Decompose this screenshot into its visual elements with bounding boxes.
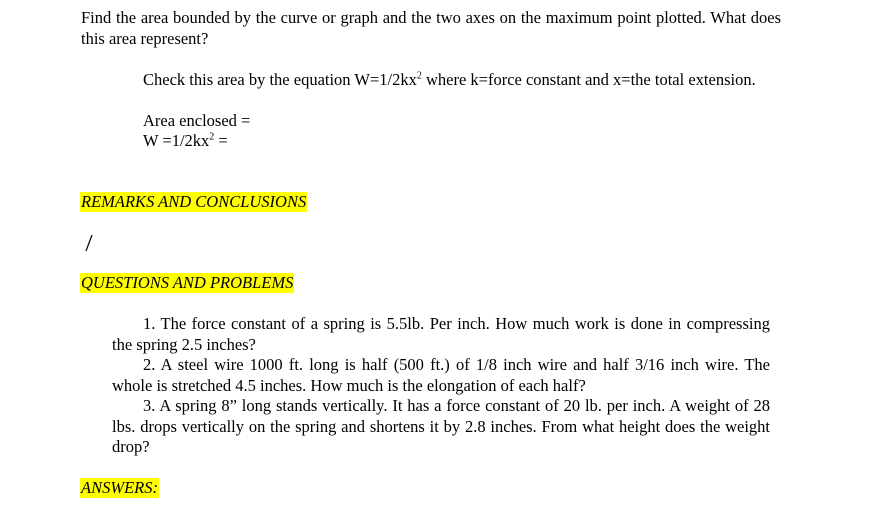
question-3: 3. A spring 8” long stands vertically. It has a force constant of 20 lb. per inch. A weight of 28 lbs. drops vertically on the spring and shortens it by 2.8 inches. From what height does the weight drop? [112, 396, 770, 456]
w-formula-text: W =1/2kx [143, 131, 210, 150]
check-text: Check this area by the equation W=1/2kx [143, 70, 417, 89]
w-formula-line [143, 131, 228, 152]
check-equation-paragraph [112, 70, 770, 91]
check-text-rest: where k=force constant and x=the total extension. [421, 70, 756, 89]
question-1: 1. The force constant of a spring is 5.5lb. Per inch. How much work is done in compressing the spring 2.5 inches? [112, 314, 770, 354]
w-formula-superscript: 2 [209, 131, 215, 143]
questions-heading: QUESTIONS AND PROBLEMS [81, 273, 294, 292]
remarks-heading: REMARKS AND CONCLUSIONS [81, 192, 307, 211]
text-cursor-icon [83, 233, 95, 253]
check-superscript: 2 [416, 70, 422, 82]
area-enclosed-line: Area enclosed = [143, 111, 251, 130]
question-2: 2. A steel wire 1000 ft. long is half (500 ft.) of 1/8 inch wire and half 3/16 inch wire. The whole is stretched 4.5 inches. How much is the elongation of each half? [112, 355, 770, 395]
intro-paragraph: Find the area bounded by the curve or graph and the two axes on the maximum point plotted. What does this area represent? [81, 8, 781, 48]
answers-heading: ANSWERS: [81, 478, 158, 497]
w-formula-equals: = [214, 131, 228, 150]
